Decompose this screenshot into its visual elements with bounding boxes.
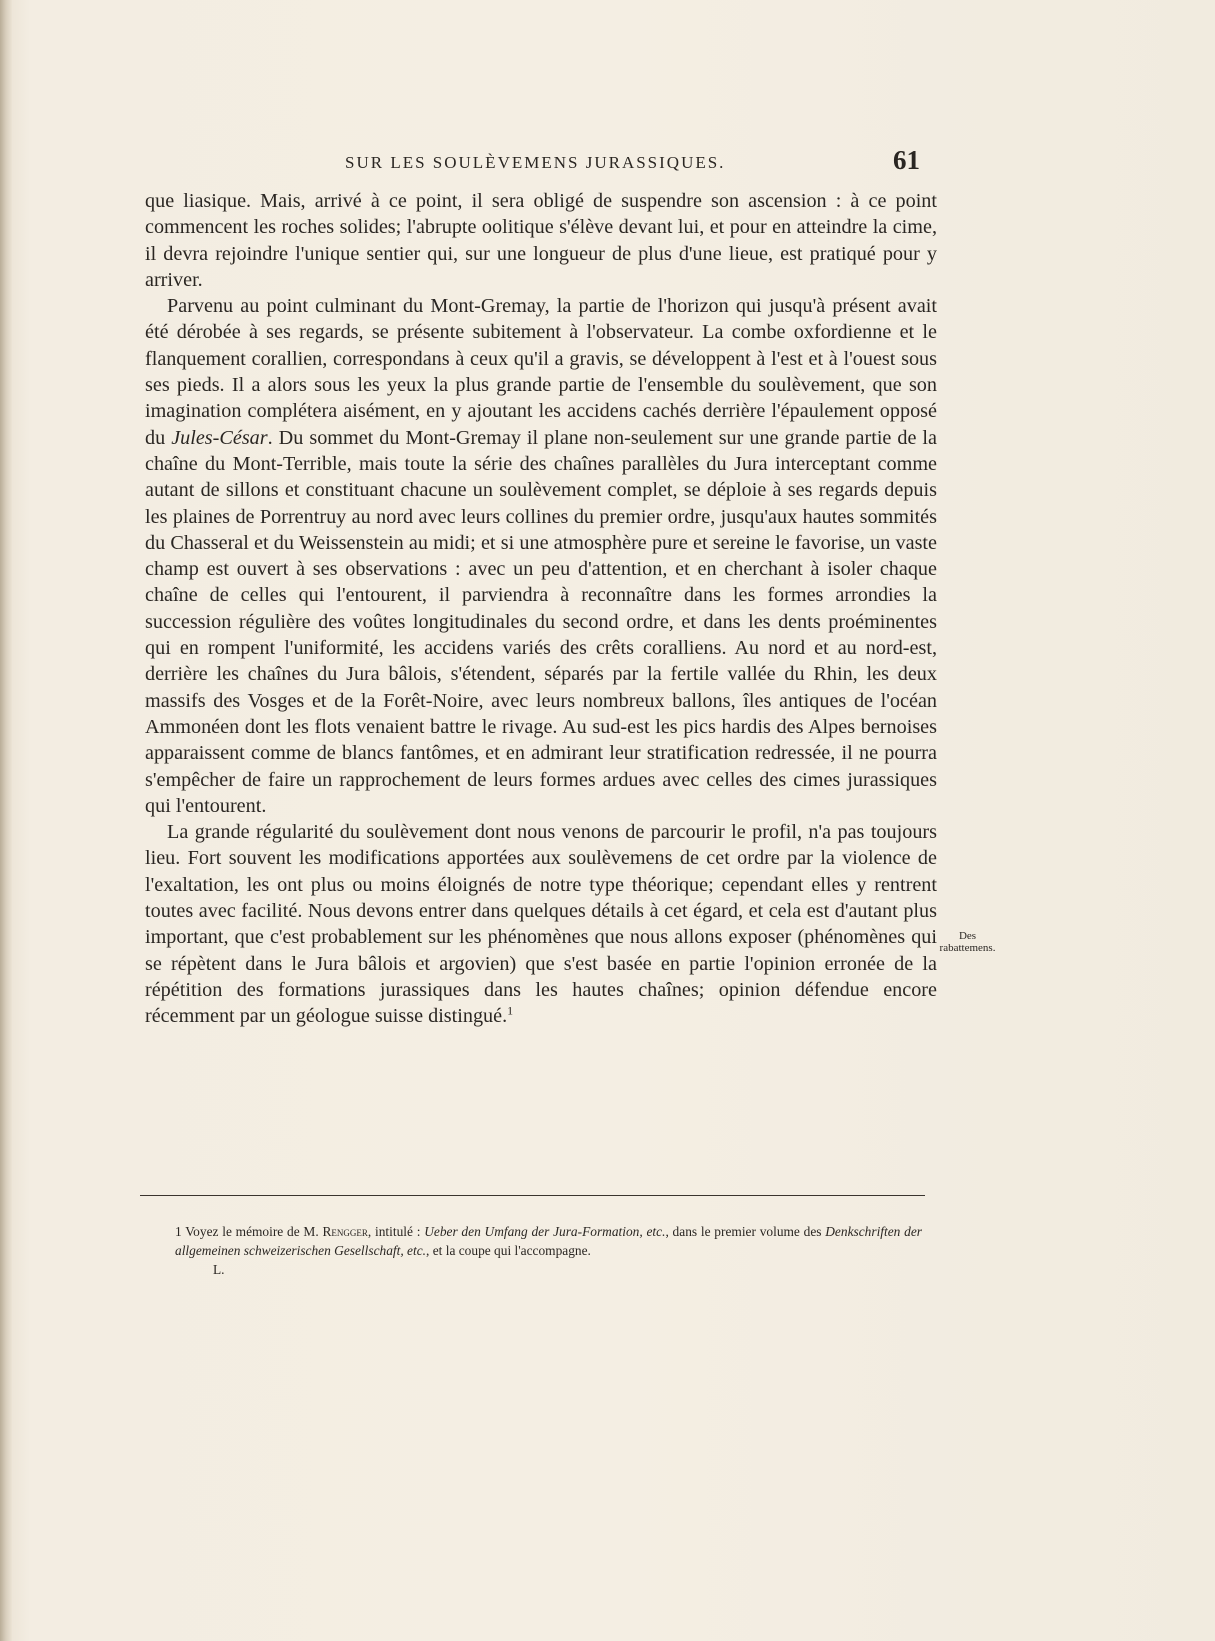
- paragraph-text: Parvenu au point culminant du Mont-Gremay, la partie de l'horizon qui jusqu'à présent avait été dérobée à ses regards, se présente subitement à l'observateur. La combe oxfordienne et le flanquement corallien, correspondans à ceux qu'il a gravis, se développent à l'est et à l'ouest sous ses pieds. Il a alors sous les yeux la plus grande partie de l'ensemble du soulèvement, que son imagination complétera aisément, en y ajoutant les accidens cachés derrière l'épaulement opposé du: [145, 295, 937, 449]
- footnote-text-end: , et la coupe qui l'accompagne.: [426, 1243, 591, 1258]
- footnote-1: [175, 1222, 922, 1260]
- italic-text: Jules-César: [171, 426, 268, 449]
- footnote-reference: 1: [507, 1003, 514, 1018]
- footnote-number: 1: [175, 1224, 182, 1239]
- footnote-title: Ueber den Umfang der Jura-Formation, etc.: [424, 1224, 666, 1239]
- footnote-author: Rengger: [322, 1224, 368, 1239]
- footnote-rule: [140, 1195, 925, 1196]
- footnote-journal: Denkschriften der allgemeinen schweizerischen Gesellschaft, etc.: [175, 1224, 922, 1258]
- running-head: [145, 145, 920, 179]
- footnote-signature: L.: [213, 1262, 225, 1277]
- margin-note-line-1: Des: [958, 930, 977, 942]
- page-number: 61: [893, 145, 920, 175]
- paragraph: [145, 188, 937, 293]
- footnotes: [175, 1222, 922, 1279]
- paragraph-text: . Du sommet du Mont-Gremay il plane non-seulement sur une grande partie de la chaîne du Mont-Terrible, mais toute la série des chaînes parallèles du Jura interceptant comme autant de sillons et constituant chacune un soulèvement complet, se déploie à ses regards depuis les plaines de Porrentruy au nord avec leurs collines du premier ordre, jusqu'aux hautes sommités du Chasseral et du Weissenstein au midi; et si une atmosphère pure et sereine le favorise, un vaste champ est ouvert à ses observations : avec un peu d'attention, et en cherchant à isoler chaque chaîne de celles qui l'entourent, il parviendra à reconnaître dans les formes arrondies la succession régulière des voûtes longitudinales du second ordre, et dans les dents proéminentes qui en rompent l'uniformité, les accidens variés des crêts coralliens. Au nord et au nord-est, derrière les chaînes du Jura bâlois, s'étendent, séparés par la fertile vallée du Rhin, les deux massifs des Vosges et de la Forêt-Noire, avec leurs nombreux ballons, îles antiques de l'océan Ammonéen dont les flots venaient battre le rivage. Au sud-est les pics hardis des Alpes bernoises apparaissent comme de blancs fantômes, et en admirant leur stratification redressée, il ne pourra s'empêcher de faire un rapprochement de leurs formes ardues avec celles des cimes jurassiques qui l'entourent.: [145, 426, 938, 817]
- footnote-text-after-author: , intitulé :: [367, 1224, 425, 1239]
- paragraph: [145, 819, 937, 1029]
- paragraph-text: La grande régularité du soulèvement dont nous venons de parcourir le profil, n'a pas toujours lieu. Fort souvent les modifications apportées aux soulèvemens de cet ordre par la violence de l'exaltation, les ont plus ou moins éloignés de notre type théorique; cependant elles y rentrent toutes avec facilité. Nous devons entrer dans quelques détails à cet égard, et cela est d'autant plus important, que c'est probablement sur les phénomènes que nous allons exposer (phénomènes qui se répètent dans le Jura bâlois et argovien) que s'est basée en partie l'opinion erronée de la répétition des formations jurassiques dans les hautes chaînes; opinion défendue encore récemment par un géologue suisse distingué.: [145, 821, 937, 1028]
- paragraph: [145, 293, 937, 819]
- binding-edge: [0, 0, 12, 1641]
- running-title: SUR LES SOULÈVEMENS JURASSIQUES.: [345, 153, 726, 172]
- footnote-text-before-author: Voyez le mémoire de M.: [181, 1224, 323, 1239]
- footnote-text-middle: , dans le premier volume des: [665, 1224, 826, 1239]
- paragraph-text: que liasique. Mais, arrivé à ce point, il sera obligé de suspendre son ascension : à ce point commencent les roches solides; l'abrupte oolitique s'élève devant lui, et pour en atteindre la cime, il devra rejoindre l'unique sentier qui, sur une longueur de plus d'une lieue, est pratiqué pour y arriver.: [145, 190, 937, 291]
- margin-note-line-2: rabattemens.: [939, 942, 996, 954]
- margin-note: [920, 930, 1015, 954]
- body-text: [145, 188, 937, 1030]
